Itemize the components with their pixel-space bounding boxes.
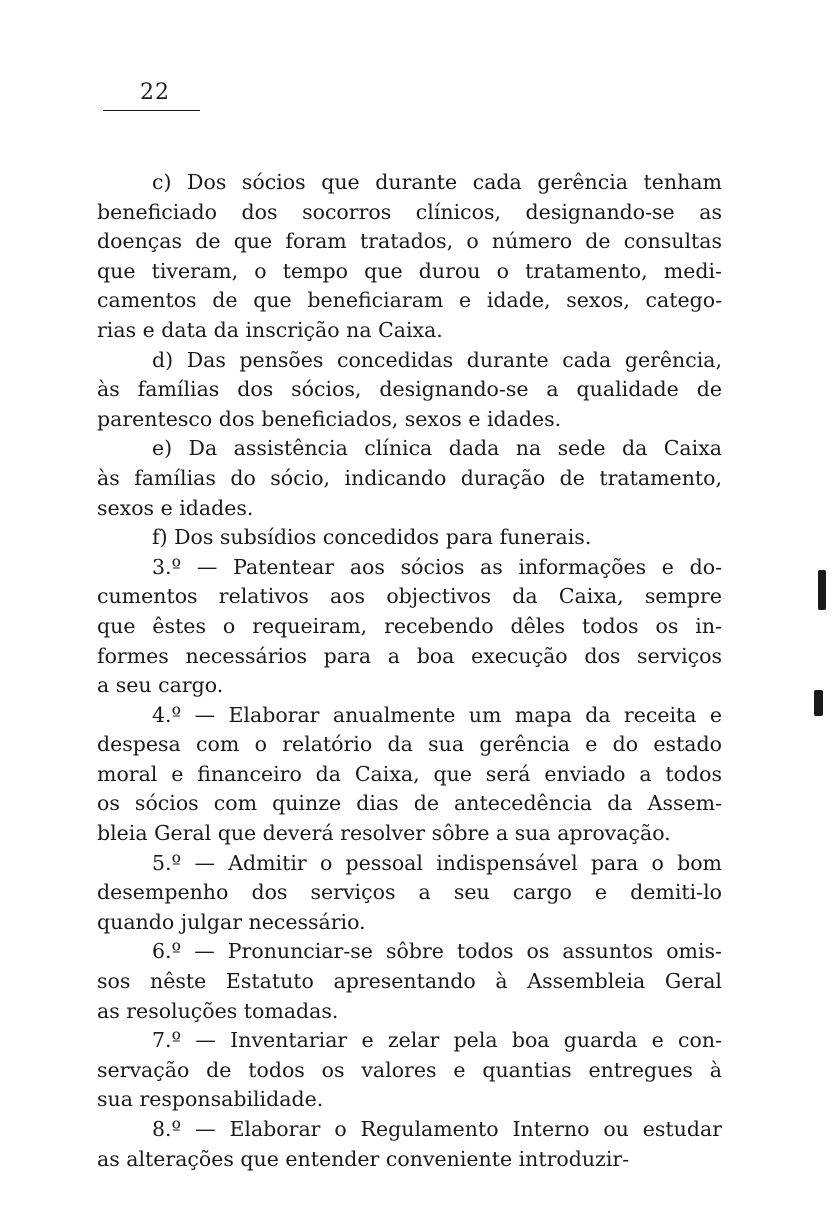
text-line: servação de todos os valores e quantias entregues à [97, 1057, 722, 1082]
text-line: 8.º — Elaborar o Regulamento Interno ou estudar [152, 1117, 722, 1141]
text-line: beneficiado dos socorros clínicos, designando-se as [97, 199, 722, 224]
text-line: d) Das pensões concedidas durante cada gerência, [152, 347, 722, 372]
text-line: desempenho dos serviços a seu cargo e demiti-lo [97, 880, 722, 905]
text-line: 7.º — Inventariar e zelar pela boa guarda e con- [152, 1028, 722, 1053]
text-line: que êstes o requeiram, recebendo dêles todos os in- [97, 613, 722, 638]
text-line: às famílias dos sócios, designando-se a qualidade de [97, 377, 722, 402]
text-line: e) Da assistência clínica dada na sede da Caixa [152, 436, 722, 461]
text-line: as alterações que entender conveniente introduzir- [97, 1146, 630, 1171]
text-line: as resoluções tomadas. [97, 998, 339, 1023]
text-line: sua responsabilidade. [97, 1087, 324, 1112]
paragraph-7 [97, 1026, 722, 1115]
text-line: moral e financeiro da Caixa, que será enviado a todos [97, 761, 722, 786]
text-line: parentesco dos beneficiados, sexos e idades. [97, 406, 562, 431]
text-line: bleia Geral que deverá resolver sôbre a sua aprovação. [97, 821, 671, 846]
page-number: 22 [140, 80, 170, 105]
text-line: sexos e idades. [97, 495, 254, 520]
text-line: 4.º — Elaborar anualmente um mapa da receita e [152, 702, 722, 727]
text-line: camentos de que beneficiaram e idade, sexos, catego- [97, 288, 722, 313]
text-line: formes necessários para a boa execução dos serviços [97, 643, 722, 668]
text-line: despesa com o relatório da sua gerência e do estado [97, 732, 722, 757]
text-line: às famílias do sócio, indicando duração de tratamento, [97, 465, 722, 490]
paragraph-c [97, 168, 722, 346]
text-line: 6.º — Pronunciar-se sôbre todos os assuntos omis- [152, 939, 722, 964]
paragraph-f [97, 523, 722, 553]
paragraph-d [97, 346, 722, 435]
text-line: que tiveram, o tempo que durou o tratamento, medi- [97, 258, 722, 283]
text-line: c) Dos sócios que durante cada gerência tenham [152, 170, 722, 194]
text-line: os sócios com quinze dias de antecedência da Assem- [97, 791, 722, 816]
paragraph-e [97, 434, 722, 523]
text-line: 5.º — Admitir o pessoal indispensável para o bom [152, 850, 722, 875]
paragraph-5 [97, 849, 722, 938]
paragraph-3 [97, 553, 722, 701]
text-line: rias e data da inscrição na Caixa. [97, 317, 443, 342]
paragraph-8 [97, 1115, 722, 1174]
paragraph-4 [97, 701, 722, 849]
text-line: 3.º — Patentear aos sócios as informações e do- [152, 554, 722, 579]
ink-mark [818, 570, 826, 610]
text-line: cumentos relativos aos objectivos da Caixa, sempre [97, 584, 722, 609]
body-text [97, 168, 722, 1174]
paragraph-6 [97, 937, 722, 1026]
text-line: a seu cargo. [97, 673, 224, 698]
text-line: quando julgar necessário. [97, 909, 366, 934]
header-rule [103, 110, 200, 111]
text-line: doenças de que foram tratados, o número de consultas [97, 229, 722, 254]
text-line: f) Dos subsídios concedidos para funerais. [152, 525, 592, 550]
text-line: sos nêste Estatuto apresentando à Assembleia Geral [97, 969, 722, 994]
ink-mark [814, 690, 823, 716]
